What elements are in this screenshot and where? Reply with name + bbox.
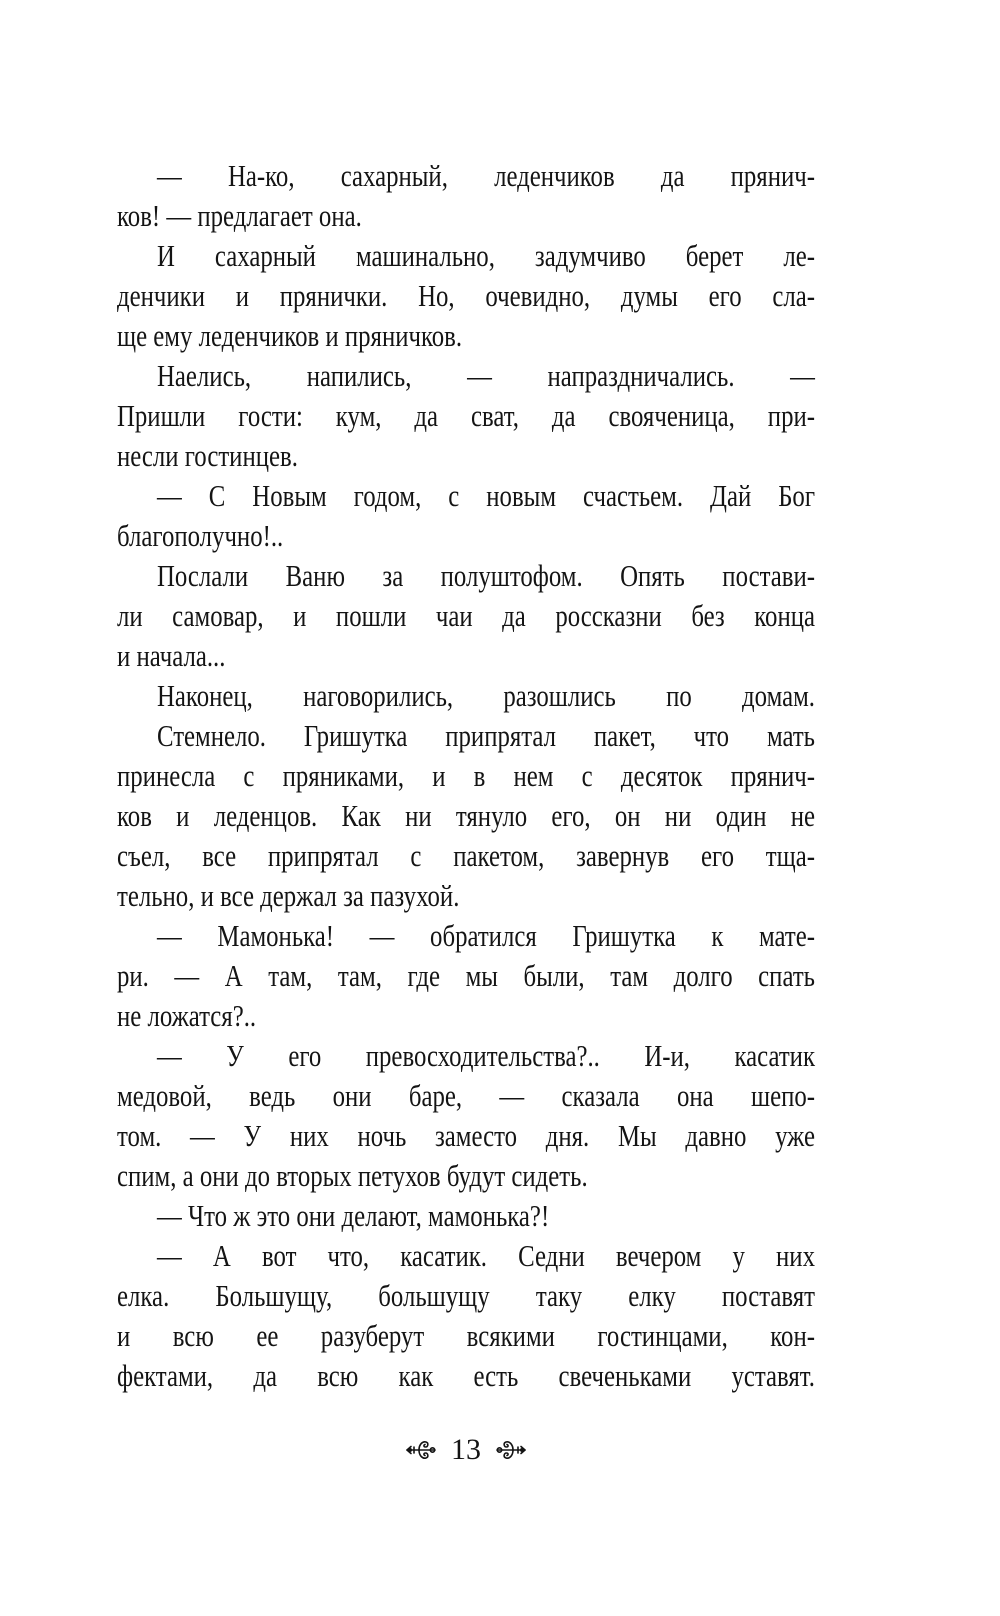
text-line-content: ли самовар, и пошли чаи да россказни без конца [117, 598, 815, 633]
text-line [117, 956, 815, 996]
text-line [117, 676, 815, 716]
text-line [117, 276, 815, 316]
text-line [117, 516, 815, 556]
page-footer [0, 1432, 932, 1468]
text-line-content: Послали Ваню за полуштофом. Опять постави- [157, 558, 815, 593]
text-line-content: тельно, и все держал за пазухой. [117, 878, 460, 913]
text-line-content: несли гостинцев. [117, 438, 298, 473]
text-line-content: медовой, ведь они баре, — сказала она шепо- [117, 1078, 816, 1113]
text-line [117, 1236, 815, 1276]
text-line-content: денчики и прянички. Но, очевидно, думы его сла- [117, 278, 815, 313]
fleuron-left-icon [405, 1437, 437, 1463]
text-line-content: благополучно!.. [117, 518, 284, 553]
text-line [117, 1356, 815, 1396]
text-line [117, 1036, 815, 1076]
text-line-content: спим, а они до вторых петухов будут сидеть. [117, 1158, 588, 1193]
text-line [117, 156, 815, 196]
text-line-content: Стемнело. Гришутка припрятал пакет, что мать [157, 718, 815, 753]
text-line-content: съел, все припрятал с пакетом, завернув его тща- [117, 838, 815, 873]
page-number: 13 [451, 1433, 481, 1466]
text-line-content: фектами, да всю как есть свеченьками уставят. [117, 1358, 815, 1393]
text-line-content: — Мамонька! — обратился Гришутка к мате- [157, 918, 816, 953]
text-line-content: и начала... [117, 638, 226, 673]
text-line [117, 316, 815, 356]
text-line [117, 196, 815, 236]
text-line [117, 1076, 815, 1116]
text-line-content: елка. Большущу, большущу таку елку поставят [117, 1278, 815, 1313]
text-line-content: не ложатся?.. [117, 998, 257, 1033]
text-line [117, 436, 815, 476]
text-line-content: том. — У них ночь заместо дня. Мы давно уже [117, 1118, 816, 1153]
text-line [117, 556, 815, 596]
body-text [117, 156, 815, 1396]
text-line [117, 476, 815, 516]
text-line [117, 1276, 815, 1316]
text-line-content: ков и леденцов. Как ни тянуло его, он ни один не [117, 798, 816, 833]
text-line-content: ще ему леденчиков и пряничков. [117, 318, 463, 353]
text-line-content: ков! — предлагает она. [117, 198, 362, 233]
text-line [117, 796, 815, 836]
text-line-content: И сахарный машинально, задумчиво берет ле- [157, 238, 816, 273]
fleuron-right-icon [495, 1437, 527, 1463]
text-line-content: Наконец, наговорились, разошлись по домам. [157, 678, 815, 713]
text-line [117, 236, 815, 276]
text-line [117, 876, 815, 916]
text-line-content: — С Новым годом, с новым счастьем. Дай Бог [157, 478, 816, 513]
text-line [117, 1116, 815, 1156]
text-line [117, 916, 815, 956]
text-line [117, 596, 815, 636]
text-line [117, 756, 815, 796]
text-line-content: и всю ее разуберут всякими гостинцами, кон- [117, 1318, 815, 1353]
text-line-content: — На-ко, сахарный, леденчиков да прянич- [157, 158, 815, 193]
text-line [117, 716, 815, 756]
text-line [117, 636, 815, 676]
text-line [117, 836, 815, 876]
text-line [117, 1316, 815, 1356]
text-line-content: ри. — А там, там, где мы были, там долго спать [117, 958, 815, 993]
text-line [117, 396, 815, 436]
text-line-content: — У его превосходительства?.. И-и, касатик [157, 1038, 815, 1073]
text-line-content: — Что ж это они делают, мамонька?! [157, 1198, 550, 1233]
text-line-content: — А вот что, касатик. Седни вечером у них [157, 1238, 815, 1273]
text-line [117, 1196, 815, 1236]
text-line [117, 1156, 815, 1196]
text-line-content: принесла с пряниками, и в нем с десяток прянич- [117, 758, 815, 793]
text-line [117, 996, 815, 1036]
text-line-content: Пришли гости: кум, да сват, да свояченица, при- [117, 398, 816, 433]
text-line-content: Наелись, напились, — напраздничались. — [157, 358, 815, 393]
text-line [117, 356, 815, 396]
